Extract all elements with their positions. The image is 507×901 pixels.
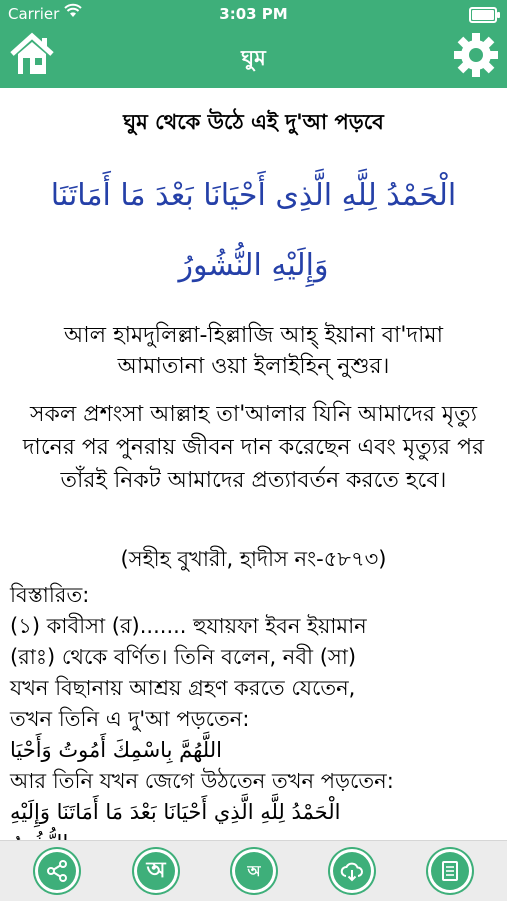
page-title: ঘুম xyxy=(241,46,266,70)
arabic-text-line1: الْحَمْدُ لِلَّهِ الَّذِى أَحْيَانَا بَعْدَ مَا أَمَاتَنَا xyxy=(50,178,457,213)
gear-icon xyxy=(453,32,499,78)
meaning-text: সকল প্রশংসা আল্লাহ তা'আলার যিনি আমাদের মৃত্যু দানের পর পুনরায় জীবন দান করেছেন এবং মৃত্যুর পর তাঁরই নিকট আমাদের প্রত্যাবর্তন করতে হবে। xyxy=(22,402,485,493)
dua-content[interactable] xyxy=(0,88,507,840)
notes-button[interactable] xyxy=(428,849,472,893)
details-section xyxy=(10,580,497,859)
cloud-download-icon xyxy=(340,859,364,883)
arabic-text-line2: وَإِلَيْهِ النُّشُورُ xyxy=(178,248,329,283)
share-icon xyxy=(45,859,69,883)
status-time: 3:03 PM xyxy=(219,5,288,23)
share-button[interactable] xyxy=(35,849,79,893)
carrier-label: Carrier xyxy=(8,5,60,23)
font-decrease-button[interactable] xyxy=(232,849,276,893)
home-button[interactable] xyxy=(8,30,56,78)
details-line: তখন তিনি এ দু'আ পড়তেন: xyxy=(10,707,250,731)
details-line: যখন বিছানায় আশ্রয় গ্রহণ করতে যেতেন, xyxy=(10,676,356,700)
bottom-toolbar xyxy=(0,840,507,901)
home-icon xyxy=(8,30,56,78)
details-arabic-2: الْحَمْدُ لِلَّهِ الَّذِي أَحْيَانَا بَعْدَ مَا أَمَاتَنَا وَإِلَيْهِ xyxy=(10,800,341,824)
font-increase-button[interactable] xyxy=(134,849,178,893)
settings-button[interactable] xyxy=(453,32,499,78)
font-small-label: অ xyxy=(247,862,261,880)
notes-icon xyxy=(438,859,462,883)
font-large-label: অ xyxy=(146,858,166,883)
details-label: বিস্তারিত: xyxy=(10,583,90,607)
details-line: (১) কাবীসা (র)....... হুযায়ফা ইবন ইয়ামান xyxy=(10,614,367,638)
app-header xyxy=(0,0,507,88)
details-arabic-1: اللَّهُمَّ بِاسْمِكَ أَمُوتُ وَأَحْيَا xyxy=(10,738,222,762)
transliteration-text: আল হামদুলিল্লা-হিল্লাজি আহ্ ইয়ানা বা'দামা আমাতানা ওয়া ইলাইহিন্ নুশুর। xyxy=(64,323,443,379)
download-button[interactable] xyxy=(330,849,374,893)
details-line: (রাঃ) থেকে বর্ণিত। তিনি বলেন, নবী (সা) xyxy=(10,645,357,669)
battery-icon xyxy=(469,7,497,23)
dua-heading: ঘুম থেকে উঠে এই দু'আ পড়বে xyxy=(123,110,384,134)
hadith-reference: (সহীহ বুখারী, হাদীস নং-৫৮৭৩) xyxy=(120,547,387,571)
status-bar xyxy=(0,0,507,28)
details-line: আর তিনি যখন জেগে উঠতেন তখন পড়তেন: xyxy=(10,769,394,793)
